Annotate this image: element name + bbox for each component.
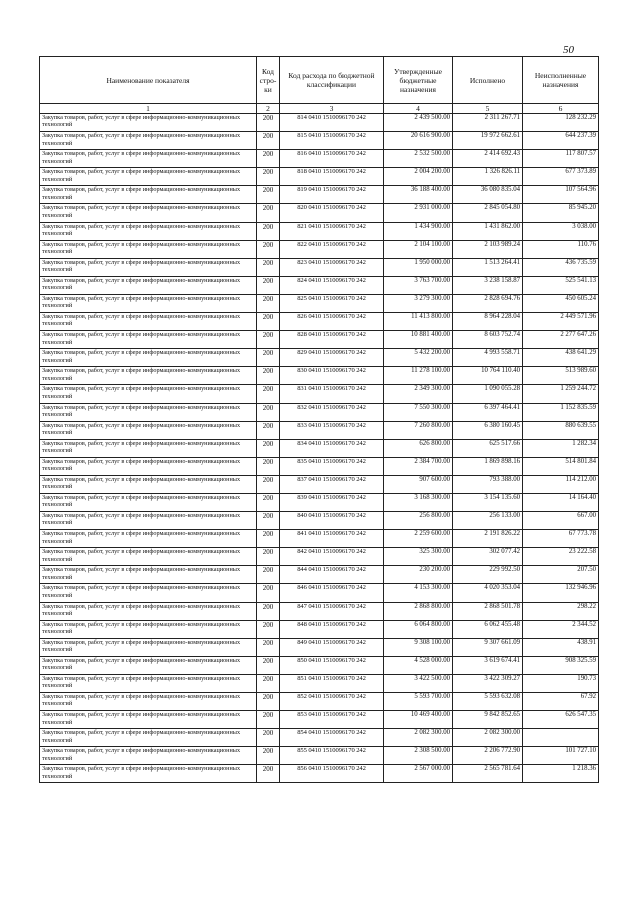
indicator-name: Закупка товаров, работ, услуг в сфере информационно-коммуникационных технологий [40,765,257,783]
indicator-name: Закупка товаров, работ, услуг в сфере информационно-коммуникационных технологий [40,674,257,692]
unexecuted-amount: 132 946.96 [523,584,599,602]
budget-classification-code: 854 0410 1510096170 242 [280,729,384,747]
indicator-name: Закупка товаров, работ, услуг в сфере информационно-коммуникационных технологий [40,313,257,331]
executed-amount: 6 380 160.45 [453,421,523,439]
budget-classification-code: 856 0410 1510096170 242 [280,765,384,783]
unexecuted-amount: 128 232.29 [523,114,599,132]
table-row [40,403,599,421]
table-row [40,150,599,168]
unexecuted-amount: 1 152 835.59 [523,403,599,421]
table-row [40,421,599,439]
approved-amount: 6 064 800.00 [384,620,453,638]
indicator-name: Закупка товаров, работ, услуг в сфере информационно-коммуникационных технологий [40,566,257,584]
unexecuted-amount: 2 449 571.96 [523,313,599,331]
indicator-name: Закупка товаров, работ, услуг в сфере информационно-коммуникационных технологий [40,693,257,711]
executed-amount: 1 513 264.41 [453,258,523,276]
budget-classification-code: 816 0410 1510096170 242 [280,150,384,168]
approved-amount: 2 439 500.00 [384,114,453,132]
approved-amount: 2 259 600.00 [384,530,453,548]
line-code: 200 [257,114,280,132]
budget-classification-code: 814 0410 1510096170 242 [280,114,384,132]
budget-classification-code: 841 0410 1510096170 242 [280,530,384,548]
unexecuted-amount: 450 605.24 [523,294,599,312]
line-code: 200 [257,493,280,511]
line-code: 200 [257,475,280,493]
table-row [40,276,599,294]
line-code: 200 [257,548,280,566]
table-row [40,548,599,566]
approved-amount: 2 308 500.00 [384,747,453,765]
budget-classification-code: 853 0410 1510096170 242 [280,711,384,729]
column-header-line-code: Код стро-ки [257,57,280,104]
line-code: 200 [257,602,280,620]
executed-amount: 625 517.66 [453,439,523,457]
indicator-name: Закупка товаров, работ, услуг в сфере информационно-коммуникационных технологий [40,349,257,367]
line-code: 200 [257,421,280,439]
unexecuted-amount: 1 218.36 [523,765,599,783]
approved-amount: 2 082 300.00 [384,729,453,747]
table-row [40,331,599,349]
approved-amount: 2 104 100.00 [384,240,453,258]
indicator-name: Закупка товаров, работ, услуг в сфере информационно-коммуникационных технологий [40,548,257,566]
line-code: 200 [257,512,280,530]
budget-classification-code: 830 0410 1510096170 242 [280,367,384,385]
executed-amount: 2 103 989.24 [453,240,523,258]
executed-amount: 3 619 674.41 [453,656,523,674]
unexecuted-amount: 438.91 [523,638,599,656]
unexecuted-amount: 117 807.57 [523,150,599,168]
line-code: 200 [257,530,280,548]
indicator-name: Закупка товаров, работ, услуг в сфере информационно-коммуникационных технологий [40,729,257,747]
line-code: 200 [257,367,280,385]
line-code: 200 [257,276,280,294]
budget-classification-code: 829 0410 1510096170 242 [280,349,384,367]
approved-amount: 9 308 100.00 [384,638,453,656]
column-header-name: Наименование показателя [40,57,257,104]
budget-classification-code: 837 0410 1510096170 242 [280,475,384,493]
indicator-name: Закупка товаров, работ, услуг в сфере информационно-коммуникационных технологий [40,747,257,765]
approved-amount: 11 413 800.00 [384,313,453,331]
table-header [40,57,599,114]
indicator-name: Закупка товаров, работ, услуг в сфере информационно-коммуникационных технологий [40,656,257,674]
table-row [40,313,599,331]
line-code: 200 [257,729,280,747]
indicator-name: Закупка товаров, работ, услуг в сфере информационно-коммуникационных технологий [40,493,257,511]
unexecuted-amount: 626 547.35 [523,711,599,729]
unexecuted-amount: 207.50 [523,566,599,584]
indicator-name: Закупка товаров, работ, услуг в сфере информационно-коммуникационных технологий [40,276,257,294]
table-row [40,294,599,312]
unexecuted-amount: 101 727.10 [523,747,599,765]
budget-classification-code: 819 0410 1510096170 242 [280,186,384,204]
unexecuted-amount: 114 212.00 [523,475,599,493]
executed-amount: 9 307 661.09 [453,638,523,656]
line-code: 200 [257,168,280,186]
unexecuted-amount: 110.76 [523,240,599,258]
unexecuted-amount: 1 259 244.72 [523,385,599,403]
approved-amount: 3 279 300.00 [384,294,453,312]
unexecuted-amount: 14 164.40 [523,493,599,511]
table-row [40,656,599,674]
table-row [40,222,599,240]
unexecuted-amount: 298.22 [523,602,599,620]
indicator-name: Закупка товаров, работ, услуг в сфере информационно-коммуникационных технологий [40,222,257,240]
unexecuted-amount: 3 038.00 [523,222,599,240]
budget-classification-code: 823 0410 1510096170 242 [280,258,384,276]
budget-classification-code: 825 0410 1510096170 242 [280,294,384,312]
executed-amount: 3 154 135.60 [453,493,523,511]
indicator-name: Закупка товаров, работ, услуг в сфере информационно-коммуникационных технологий [40,638,257,656]
executed-amount: 256 133.00 [453,512,523,530]
indicator-name: Закупка товаров, работ, услуг в сфере информационно-коммуникационных технологий [40,421,257,439]
unexecuted-amount: 1 282.34 [523,439,599,457]
approved-amount: 2 004 200.00 [384,168,453,186]
indicator-name: Закупка товаров, работ, услуг в сфере информационно-коммуникационных технологий [40,385,257,403]
indicator-name: Закупка товаров, работ, услуг в сфере информационно-коммуникационных технологий [40,132,257,150]
budget-classification-code: 815 0410 1510096170 242 [280,132,384,150]
line-code: 200 [257,566,280,584]
budget-classification-code: 834 0410 1510096170 242 [280,439,384,457]
indicator-name: Закупка товаров, работ, услуг в сфере информационно-коммуникационных технологий [40,294,257,312]
table-row [40,512,599,530]
indicator-name: Закупка товаров, работ, услуг в сфере информационно-коммуникационных технологий [40,475,257,493]
executed-amount: 2 845 054.80 [453,204,523,222]
table-row [40,566,599,584]
approved-amount: 7 550 300.00 [384,403,453,421]
table-row [40,349,599,367]
indicator-name: Закупка товаров, работ, услуг в сфере информационно-коммуникационных технологий [40,367,257,385]
column-number-row [40,104,599,114]
indicator-name: Закупка товаров, работ, услуг в сфере информационно-коммуникационных технологий [40,512,257,530]
unexecuted-amount: 2 344.52 [523,620,599,638]
column-number: 1 [40,104,257,114]
indicator-name: Закупка товаров, работ, услуг в сфере информационно-коммуникационных технологий [40,530,257,548]
table-row [40,439,599,457]
executed-amount: 1 326 826.11 [453,168,523,186]
line-code: 200 [257,150,280,168]
approved-amount: 2 868 800.00 [384,602,453,620]
column-number: 5 [453,104,523,114]
approved-amount: 5 432 200.00 [384,349,453,367]
approved-amount: 256 800.00 [384,512,453,530]
line-code: 200 [257,294,280,312]
budget-classification-code: 818 0410 1510096170 242 [280,168,384,186]
table-row [40,457,599,475]
table-row [40,765,599,783]
budget-classification-code: 832 0410 1510096170 242 [280,403,384,421]
column-number: 6 [523,104,599,114]
line-code: 200 [257,132,280,150]
approved-amount: 3 168 300.00 [384,493,453,511]
budget-classification-code: 833 0410 1510096170 242 [280,421,384,439]
approved-amount: 10 469 400.00 [384,711,453,729]
table-row [40,584,599,602]
executed-amount: 1 869 898.16 [453,457,523,475]
table-row [40,168,599,186]
column-header-approved: Утвержденные бюджетные назначения [384,57,453,104]
line-code: 200 [257,711,280,729]
line-code: 200 [257,674,280,692]
executed-amount: 6 062 455.48 [453,620,523,638]
approved-amount: 626 800.00 [384,439,453,457]
table-body [40,114,599,783]
approved-amount: 2 349 300.00 [384,385,453,403]
executed-amount: 2 828 694.76 [453,294,523,312]
unexecuted-amount: 2 277 647.26 [523,331,599,349]
unexecuted-amount: 880 639.55 [523,421,599,439]
indicator-name: Закупка товаров, работ, услуг в сфере информационно-коммуникационных технологий [40,439,257,457]
unexecuted-amount: 677 373.89 [523,168,599,186]
unexecuted-amount: 436 735.59 [523,258,599,276]
table-row [40,204,599,222]
approved-amount: 1 434 900.00 [384,222,453,240]
budget-classification-code: 844 0410 1510096170 242 [280,566,384,584]
line-code: 200 [257,258,280,276]
budget-classification-code: 849 0410 1510096170 242 [280,638,384,656]
budget-classification-code: 847 0410 1510096170 242 [280,602,384,620]
indicator-name: Закупка товаров, работ, услуг в сфере информационно-коммуникационных технологий [40,584,257,602]
table-row [40,674,599,692]
unexecuted-amount: 67 773.78 [523,530,599,548]
table-row [40,240,599,258]
line-code: 200 [257,656,280,674]
executed-amount: 36 080 835.04 [453,186,523,204]
executed-amount: 19 972 662.61 [453,132,523,150]
line-code: 200 [257,747,280,765]
unexecuted-amount: 908 325.59 [523,656,599,674]
approved-amount: 36 188 400.00 [384,186,453,204]
table-row [40,385,599,403]
executed-amount: 1 090 055.28 [453,385,523,403]
executed-amount: 4 993 558.71 [453,349,523,367]
approved-amount: 2 384 700.00 [384,457,453,475]
executed-amount: 2 191 826.22 [453,530,523,548]
line-code: 200 [257,385,280,403]
indicator-name: Закупка товаров, работ, услуг в сфере информационно-коммуникационных технологий [40,331,257,349]
unexecuted-amount: 85 945.20 [523,204,599,222]
indicator-name: Закупка товаров, работ, услуг в сфере информационно-коммуникационных технологий [40,620,257,638]
table-row [40,493,599,511]
executed-amount: 2 311 267.71 [453,114,523,132]
executed-amount: 3 238 158.87 [453,276,523,294]
budget-classification-code: 831 0410 1510096170 242 [280,385,384,403]
budget-classification-code: 852 0410 1510096170 242 [280,693,384,711]
table-row [40,475,599,493]
table-row [40,747,599,765]
unexecuted-amount: 190.73 [523,674,599,692]
table-row [40,258,599,276]
budget-classification-code: 821 0410 1510096170 242 [280,222,384,240]
indicator-name: Закупка товаров, работ, услуг в сфере информационно-коммуникационных технологий [40,186,257,204]
executed-amount: 302 077.42 [453,548,523,566]
line-code: 200 [257,765,280,783]
page-number: 50 [563,44,574,56]
unexecuted-amount: 525 541.13 [523,276,599,294]
line-code: 200 [257,240,280,258]
budget-classification-code: 851 0410 1510096170 242 [280,674,384,692]
indicator-name: Закупка товаров, работ, услуг в сфере информационно-коммуникационных технологий [40,114,257,132]
executed-amount: 5 593 632.08 [453,693,523,711]
line-code: 200 [257,620,280,638]
approved-amount: 2 532 500.00 [384,150,453,168]
budget-classification-code: 850 0410 1510096170 242 [280,656,384,674]
approved-amount: 3 422 500.00 [384,674,453,692]
table-row [40,638,599,656]
line-code: 200 [257,693,280,711]
executed-amount: 2 565 781.64 [453,765,523,783]
line-code: 200 [257,186,280,204]
table-row [40,711,599,729]
budget-classification-code: 828 0410 1510096170 242 [280,331,384,349]
indicator-name: Закупка товаров, работ, услуг в сфере информационно-коммуникационных технологий [40,403,257,421]
unexecuted-amount [523,729,599,747]
budget-classification-code: 826 0410 1510096170 242 [280,313,384,331]
table-row [40,602,599,620]
approved-amount: 20 616 900.00 [384,132,453,150]
table-row [40,693,599,711]
line-code: 200 [257,439,280,457]
column-header-unexecuted: Неисполненные назначения [523,57,599,104]
line-code: 200 [257,331,280,349]
header-row [40,57,599,104]
budget-classification-code: 840 0410 1510096170 242 [280,512,384,530]
line-code: 200 [257,584,280,602]
executed-amount: 2 414 692.43 [453,150,523,168]
budget-classification-code: 839 0410 1510096170 242 [280,493,384,511]
unexecuted-amount: 67.92 [523,693,599,711]
indicator-name: Закупка товаров, работ, услуг в сфере информационно-коммуникационных технологий [40,240,257,258]
budget-classification-code: 820 0410 1510096170 242 [280,204,384,222]
indicator-name: Закупка товаров, работ, услуг в сфере информационно-коммуникационных технологий [40,168,257,186]
approved-amount: 230 200.00 [384,566,453,584]
budget-classification-code: 846 0410 1510096170 242 [280,584,384,602]
budget-classification-code: 835 0410 1510096170 242 [280,457,384,475]
approved-amount: 4 153 300.00 [384,584,453,602]
executed-amount: 2 082 300.00 [453,729,523,747]
indicator-name: Закупка товаров, работ, услуг в сфере информационно-коммуникационных технологий [40,711,257,729]
line-code: 200 [257,204,280,222]
line-code: 200 [257,222,280,240]
executed-amount: 229 992.50 [453,566,523,584]
approved-amount: 2 931 000.00 [384,204,453,222]
budget-classification-code: 822 0410 1510096170 242 [280,240,384,258]
unexecuted-amount: 667.00 [523,512,599,530]
approved-amount: 7 260 800.00 [384,421,453,439]
line-code: 200 [257,313,280,331]
line-code: 200 [257,457,280,475]
indicator-name: Закупка товаров, работ, услуг в сфере информационно-коммуникационных технологий [40,204,257,222]
approved-amount: 10 881 400.00 [384,331,453,349]
line-code: 200 [257,349,280,367]
indicator-name: Закупка товаров, работ, услуг в сфере информационно-коммуникационных технологий [40,457,257,475]
table-row [40,367,599,385]
approved-amount: 11 278 100.00 [384,367,453,385]
table-row [40,729,599,747]
column-number: 4 [384,104,453,114]
approved-amount: 325 300.00 [384,548,453,566]
executed-amount: 6 397 464.41 [453,403,523,421]
executed-amount: 2 206 772.90 [453,747,523,765]
executed-amount: 8 964 228.04 [453,313,523,331]
table-row [40,620,599,638]
unexecuted-amount: 107 564.96 [523,186,599,204]
line-code: 200 [257,638,280,656]
line-code: 200 [257,403,280,421]
column-number: 2 [257,104,280,114]
executed-amount: 4 020 353.04 [453,584,523,602]
budget-classification-code: 848 0410 1510096170 242 [280,620,384,638]
indicator-name: Закупка товаров, работ, услуг в сфере информационно-коммуникационных технологий [40,602,257,620]
executed-amount: 2 868 501.78 [453,602,523,620]
approved-amount: 5 593 700.00 [384,693,453,711]
unexecuted-amount: 513 989.60 [523,367,599,385]
table-row [40,530,599,548]
unexecuted-amount: 644 237.39 [523,132,599,150]
table-row [40,132,599,150]
executed-amount: 8 603 752.74 [453,331,523,349]
unexecuted-amount: 23 222.58 [523,548,599,566]
approved-amount: 4 528 000.00 [384,656,453,674]
table-row [40,114,599,132]
column-header-budget-code: Код расхода по бюджетной классификации [280,57,384,104]
unexecuted-amount: 514 801.84 [523,457,599,475]
column-header-executed: Исполнено [453,57,523,104]
approved-amount: 1 950 000.00 [384,258,453,276]
executed-amount: 9 842 852.65 [453,711,523,729]
executed-amount: 793 388.00 [453,475,523,493]
approved-amount: 907 600.00 [384,475,453,493]
approved-amount: 3 763 700.00 [384,276,453,294]
table-row [40,186,599,204]
executed-amount: 10 764 110.40 [453,367,523,385]
budget-classification-code: 824 0410 1510096170 242 [280,276,384,294]
budget-classification-code: 842 0410 1510096170 242 [280,548,384,566]
budget-classification-code: 855 0410 1510096170 242 [280,747,384,765]
approved-amount: 2 567 000.00 [384,765,453,783]
indicator-name: Закупка товаров, работ, услуг в сфере информационно-коммуникационных технологий [40,150,257,168]
column-number: 3 [280,104,384,114]
budget-execution-table [39,56,599,783]
unexecuted-amount: 438 641.29 [523,349,599,367]
executed-amount: 1 431 862.00 [453,222,523,240]
indicator-name: Закупка товаров, работ, услуг в сфере информационно-коммуникационных технологий [40,258,257,276]
executed-amount: 3 422 309.27 [453,674,523,692]
